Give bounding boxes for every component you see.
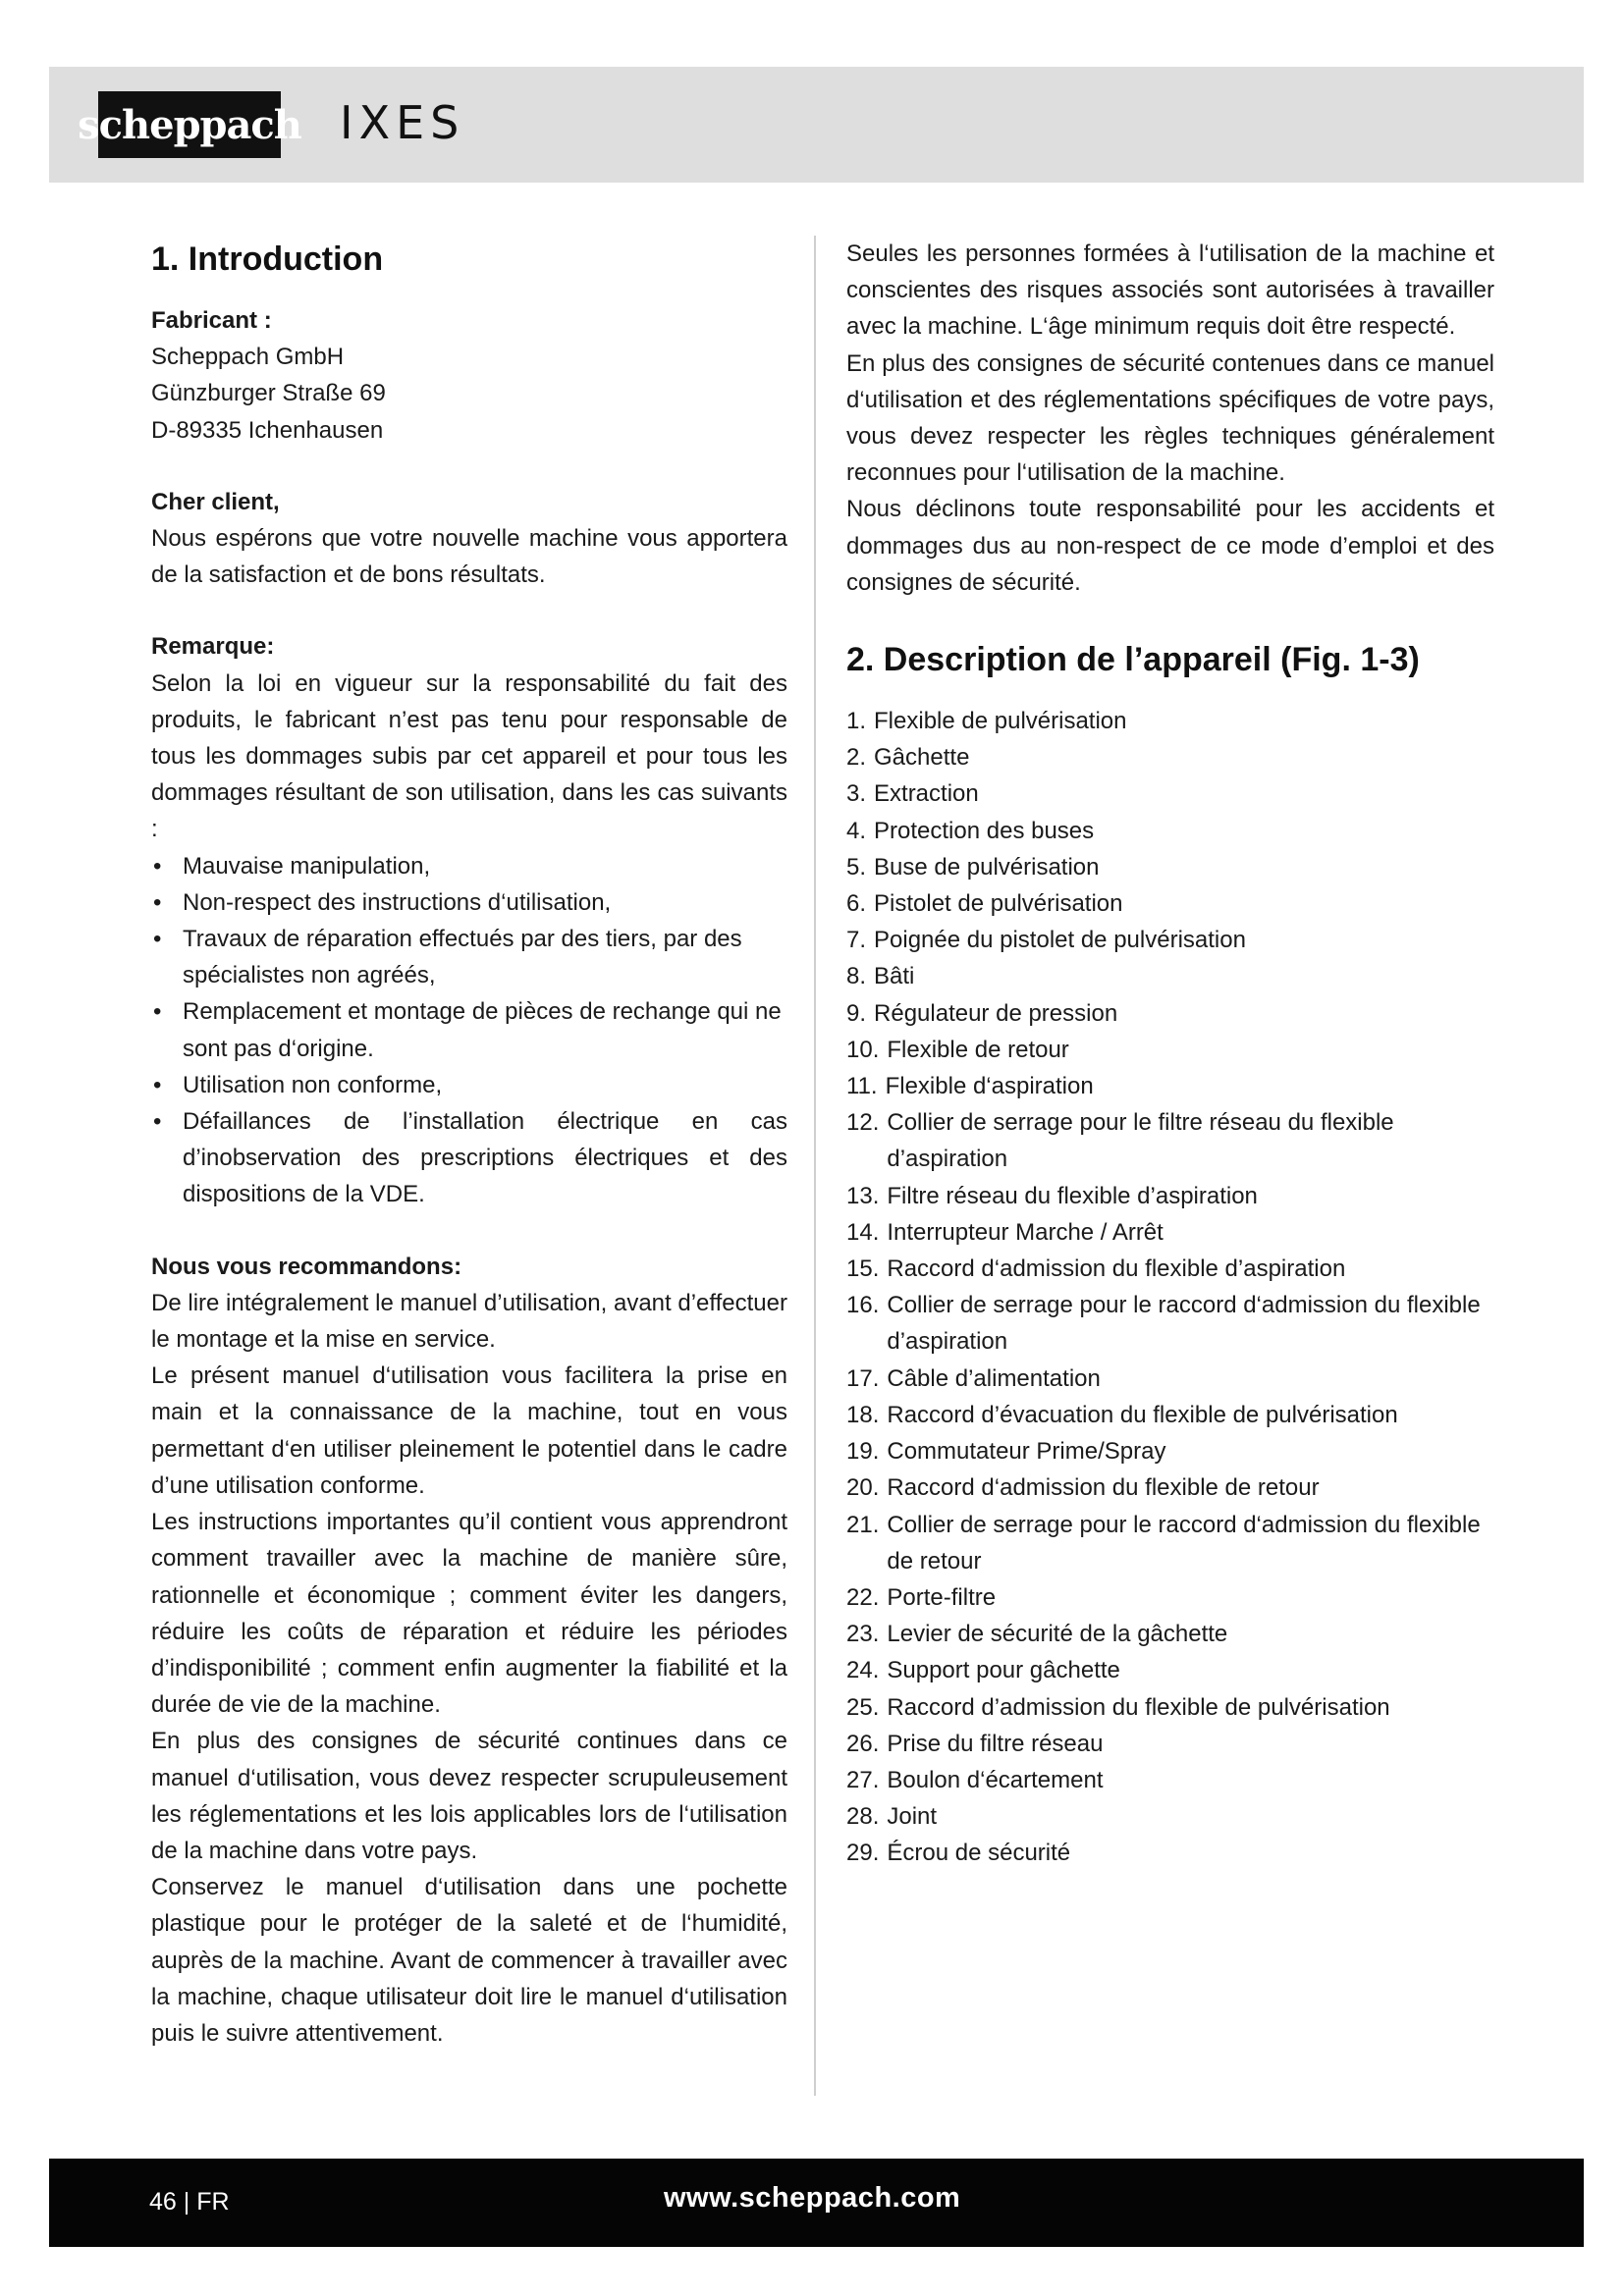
part-label: Raccord d‘admission du flexible d’aspiration — [887, 1255, 1346, 1283]
part-number: 12. — [846, 1109, 880, 1137]
part-label: Régulateur de pression — [874, 999, 1118, 1027]
part-label: Protection des buses — [874, 817, 1095, 844]
part-number: 8. — [846, 963, 867, 990]
part-number: 1. — [846, 708, 867, 735]
recommend-paragraph: Le présent manuel d‘utilisation vous facilitera la prise en main et la connaissance de la machine, tout en vous permettant d‘en utiliser pleinement le potentiel dans le cadre d’une utilisation conforme. — [151, 1362, 787, 1499]
parts-list-item — [846, 958, 1494, 994]
part-label: Porte-filtre — [887, 1583, 997, 1611]
part-label: Collier de serrage pour le filtre réseau du flexible d’aspiration — [887, 1109, 1394, 1173]
parts-list-item — [846, 1835, 1494, 1871]
parts-list-item — [846, 1397, 1494, 1433]
right-column — [846, 236, 1494, 1872]
parts-list-item — [846, 703, 1494, 739]
parts-list-item — [846, 1762, 1494, 1798]
list-item: • Défaillances de l’installation électrique en cas d’inobservation des prescriptions électriques et des dispositions de la VDE. — [151, 1103, 787, 1213]
liability-exclusion-list — [151, 848, 787, 1213]
website-link[interactable]: www.scheppach.com — [664, 2182, 961, 2214]
part-number: 28. — [846, 1803, 880, 1831]
parts-list-item — [846, 1361, 1494, 1397]
part-label: Prise du filtre réseau — [887, 1730, 1104, 1757]
part-label: Raccord d‘admission du flexible de retour — [887, 1474, 1320, 1502]
part-label: Câble d’alimentation — [887, 1364, 1101, 1392]
list-item: • Non-respect des instructions d‘utilisation, — [151, 884, 787, 921]
part-label: Filtre réseau du flexible d’aspiration — [887, 1182, 1258, 1209]
scheppach-logo — [78, 91, 301, 158]
parts-list-item — [846, 1104, 1494, 1177]
part-number: 16. — [846, 1292, 880, 1319]
parts-list-item — [846, 739, 1494, 775]
intro-paragraph: Seules les personnes formées à l‘utilisation de la machine et conscientes des risques associés sont autorisées à travailler avec la machine. L‘âge minimum requis doit être respecté. — [846, 240, 1494, 341]
part-number: 29. — [846, 1840, 880, 1867]
part-number: 24. — [846, 1657, 880, 1684]
list-item: • Remplacement et montage de pièces de rechange qui ne sont pas d‘origine. — [151, 993, 787, 1066]
parts-list-item — [846, 1178, 1494, 1214]
part-number: 27. — [846, 1766, 880, 1793]
parts-list-item — [846, 995, 1494, 1032]
part-label: Collier de serrage pour le raccord d‘admission du flexible d’aspiration — [887, 1292, 1481, 1356]
parts-list-item — [846, 1689, 1494, 1726]
remark-heading: Remarque: — [151, 633, 275, 661]
part-number: 13. — [846, 1182, 880, 1209]
remark-text: Selon la loi en vigueur sur la responsabilité du fait des produits, le fabricant n’est pas tenu pour responsable de tous les dommages subis par cet appareil et pour tous les dommages résultant de son utilisation, dans les cas suivants : — [151, 669, 787, 843]
parts-list-item — [846, 1798, 1494, 1835]
parts-list-item — [846, 885, 1494, 922]
parts-list-item — [846, 1032, 1494, 1068]
part-label: Support pour gâchette — [887, 1657, 1120, 1684]
ixes-logo: IXES — [340, 96, 465, 149]
parts-list-item — [846, 775, 1494, 812]
dear-customer-text: Nous espérons que votre nouvelle machine vous apportera de la satisfaction et de bons résultats. — [151, 525, 787, 589]
part-number: 20. — [846, 1474, 880, 1502]
part-number: 26. — [846, 1730, 880, 1757]
parts-list-item — [846, 849, 1494, 885]
part-label: Flexible de retour — [887, 1036, 1069, 1063]
manufacturer-line: Scheppach GmbH — [151, 344, 345, 371]
part-label: Écrou de sécurité — [887, 1840, 1071, 1867]
part-label: Flexible d‘aspiration — [885, 1073, 1094, 1100]
section-title-description: 2. Description de l’appareil (Fig. 1-3) — [846, 641, 1420, 679]
parts-list-item — [846, 1068, 1494, 1104]
part-number: 4. — [846, 817, 867, 844]
part-label: Interrupteur Marche / Arrêt — [887, 1218, 1164, 1246]
part-number: 22. — [846, 1583, 880, 1611]
list-item: • Mauvaise manipulation, — [151, 848, 787, 884]
intro-paragraph: Nous déclinons toute responsabilité pour les accidents et dommages dus au non-respect de ce mode d’emploi et des consignes de sécurité. — [846, 496, 1494, 596]
parts-list-item — [846, 1507, 1494, 1579]
part-label: Buse de pulvérisation — [874, 853, 1100, 881]
part-number: 15. — [846, 1255, 880, 1283]
parts-list — [846, 703, 1494, 1872]
part-label: Raccord d’admission du flexible de pulvérisation — [887, 1693, 1390, 1721]
intro-paragraph: En plus des consignes de sécurité contenues dans ce manuel d‘utilisation et des réglementations spécifiques de votre pays, vous devez respecter les règles techniques généralement reconnues pour l‘utilisation de la machine. — [846, 349, 1494, 487]
part-label: Commutateur Prime/Spray — [887, 1438, 1166, 1466]
part-label: Boulon d‘écartement — [887, 1766, 1104, 1793]
part-number: 25. — [846, 1693, 880, 1721]
manufacturer-line: D-89335 Ichenhausen — [151, 416, 384, 444]
part-number: 5. — [846, 853, 867, 881]
list-item: • Utilisation non conforme, — [151, 1067, 787, 1103]
page-footer — [49, 2159, 1584, 2247]
parts-list-item — [846, 1579, 1494, 1616]
part-number: 14. — [846, 1218, 880, 1246]
recommend-paragraph: Conservez le manuel d‘utilisation dans une pochette plastique pour le protéger de la saleté et de l‘humidité, auprès de la machine. Avant de commencer à travailler avec la machine, chaque utilisateur doit lire le manuel d‘utilisation puis le suivre attentivement. — [151, 1874, 787, 2047]
part-label: Pistolet de pulvérisation — [874, 890, 1123, 918]
part-number: 11. — [846, 1073, 878, 1100]
part-label: Gâchette — [874, 744, 970, 772]
column-divider — [814, 236, 816, 2096]
parts-list-item — [846, 922, 1494, 958]
part-number: 3. — [846, 780, 867, 808]
dear-customer-heading: Cher client, — [151, 488, 280, 515]
part-label: Poignée du pistolet de pulvérisation — [874, 927, 1246, 954]
part-label: Extraction — [874, 780, 979, 808]
parts-list-item — [846, 1652, 1494, 1688]
part-number: 7. — [846, 927, 867, 954]
parts-list-item — [846, 1433, 1494, 1469]
part-number: 19. — [846, 1438, 880, 1466]
recommend-paragraph: Les instructions importantes qu’il contient vous apprendront comment travailler avec la machine de manière sûre, rationnelle et économique ; comment éviter les dangers, réduire les coûts de réparation et réduire les périodes d’indisponibilité ; comment enfin augmenter la fiabilité et la durée de vie de la machine. — [151, 1509, 787, 1719]
part-number: 21. — [846, 1511, 880, 1538]
part-label: Levier de sécurité de la gâchette — [887, 1621, 1228, 1648]
part-number: 18. — [846, 1401, 880, 1428]
part-number: 10. — [846, 1036, 880, 1063]
part-label: Flexible de pulvérisation — [874, 708, 1127, 735]
part-label: Collier de serrage pour le raccord d‘admission du flexible de retour — [887, 1511, 1481, 1575]
parts-list-item — [846, 1469, 1494, 1506]
logo-text: scheppach — [78, 101, 301, 148]
part-label: Joint — [887, 1803, 938, 1831]
part-number: 17. — [846, 1364, 880, 1392]
page-number: 46 | FR — [149, 2188, 230, 2216]
recommend-paragraph: En plus des consignes de sécurité continues dans ce manuel d‘utilisation, vous devez respecter scrupuleusement les réglementations et les lois applicables lors de l‘utilisation de la machine dans votre pays. — [151, 1728, 787, 1864]
part-number: 9. — [846, 999, 867, 1027]
parts-list-item — [846, 1726, 1494, 1762]
parts-list-item — [846, 1287, 1494, 1360]
part-label: Raccord d’évacuation du flexible de pulvérisation — [887, 1401, 1398, 1428]
part-number: 2. — [846, 744, 867, 772]
parts-list-item — [846, 1251, 1494, 1287]
section-title-introduction: 1. Introduction — [151, 240, 384, 278]
recommend-paragraph: De lire intégralement le manuel d’utilisation, avant d’effectuer le montage et la mise en service. — [151, 1289, 787, 1354]
manufacturer-heading: Fabricant : — [151, 307, 272, 334]
left-column — [151, 236, 787, 2052]
list-item: • Travaux de réparation effectués par des tiers, par des spécialistes non agréés, — [151, 921, 787, 993]
parts-list-item — [846, 1616, 1494, 1652]
part-label: Bâti — [874, 963, 915, 990]
parts-list-item — [846, 1214, 1494, 1251]
part-number: 6. — [846, 890, 867, 918]
manufacturer-line: Günzburger Straße 69 — [151, 380, 386, 407]
page-header — [49, 67, 1584, 183]
parts-list-item — [846, 813, 1494, 849]
part-number: 23. — [846, 1621, 880, 1648]
recommend-heading: Nous vous recommandons: — [151, 1253, 462, 1280]
